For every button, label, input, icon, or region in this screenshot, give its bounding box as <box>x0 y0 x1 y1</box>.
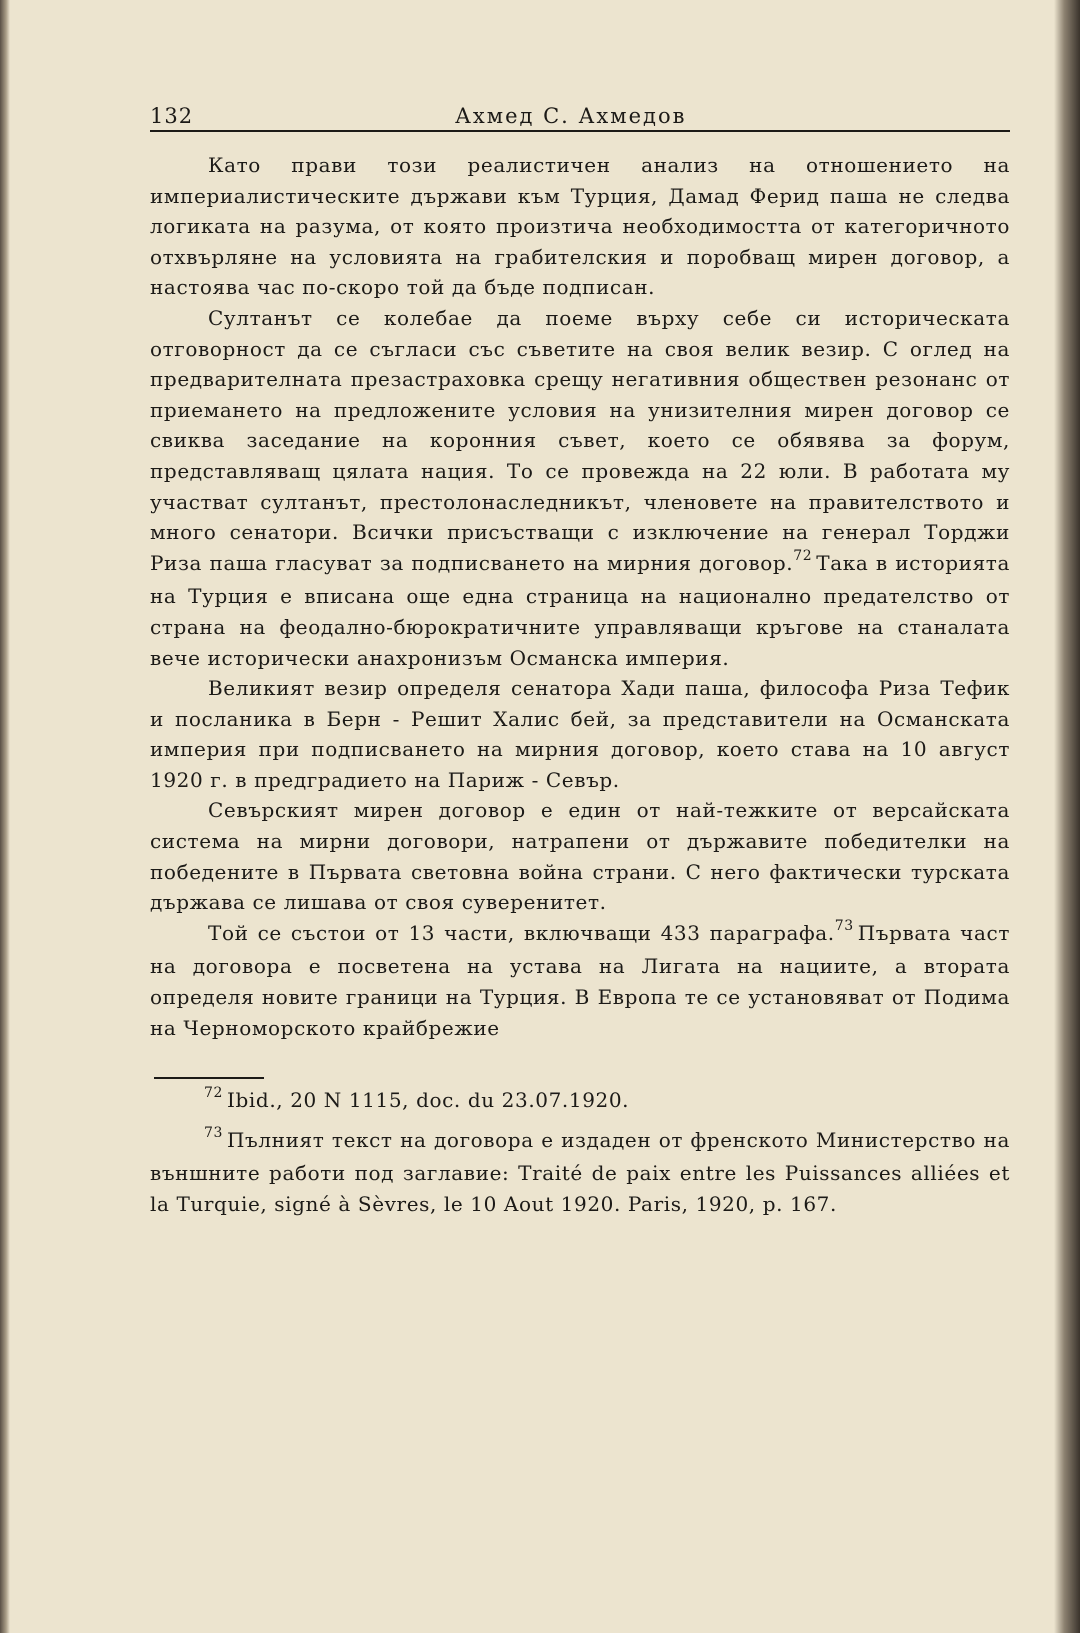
footnote-number: 73 <box>204 1124 224 1141</box>
footnote-ref-73: 73 <box>834 917 854 934</box>
book-page <box>150 100 1010 1225</box>
paragraph-5-tail: Първата част на договора е посветена на устава на Лигата на нациите, а втората определя новите граници на Турция. В Европа те се установяват от Подима на Черноморското крайбрежие <box>150 920 1010 1040</box>
footnote-ref-72: 72 <box>793 547 813 564</box>
running-title-author: Ахмед С. Ахмедов <box>455 104 687 128</box>
footnote-text: Пълният текст на договора е издаден от френското Министерство на външните работи под заглавие: Traité de paix entre les Puissances alliées et la Turquie, signé à Sèvres, le 10 Aout 1920. Paris, 1920, p. 167. <box>150 1127 1010 1216</box>
footnote-text: Ibid., 20 N 1115, doc. du 23.07.1920. <box>227 1088 630 1113</box>
paragraph-3: Великият везир определя сенатора Хади паша, философа Риза Тефик и посланика в Берн - Решит Халис бей, за представители на Османската империя при подписването на мирния договор, което става на 10 август 1920 г. в предградието на Париж - Севър. <box>150 676 1010 792</box>
paragraph-4: Севърският мирен договор е един от най-тежките от версайската система на мирни договори, натрапени от държавите победителки на победените в Първата световна война страни. С него фактически турската държава се лишава от своя суверенитет. <box>150 798 1010 915</box>
footnote-divider <box>154 1077 264 1079</box>
paragraph-5-text: Той се състои от 13 части, включващи 433 параграфа. <box>208 920 835 945</box>
paragraph-1: Като прави този реалистичен анализ на отношението на империалистическите държави към Турция, Дамад Ферид паша не следва логиката на разума, от която произтича необходимостта от категоричното отхвърляне на условията на грабителския и поробващ мирен договор, а настоява час по-скоро той да бъде подписан. <box>150 153 1010 300</box>
footnote-72 <box>150 1085 1010 1119</box>
footnotes <box>150 1085 1010 1219</box>
running-head <box>150 100 1010 132</box>
paragraph-2-tail: Така в историята на Турция е вписана още една страница на национално предателство от страна на феодално-бюрократичните управляващи кръгове на станалата вече исторически анахронизъм Османска империя. <box>150 550 1010 670</box>
page-number: 132 <box>150 104 194 128</box>
page-edge-shadow-right <box>1054 0 1080 1633</box>
paragraph-2-text: Султанът се колебае да поеме върху себе си историческата отговорност да се съгласи със съветите на своя велик везир. С оглед на предварителната презастраховка срещу негативния обществен резонанс от приемането на предложените условия на унизителния мирен договор се свиква заседание на коронния съвет, което се обявява за форум, представляващ цялата нация. То се провежда на 22 юли. В работата му участват султанът, престолонаследникът, членовете на правителството и много сенатори. Всички присъстващи с изключение на генерал Торджи Риза паша гласуват за подписването на мирния договор. <box>150 305 1010 575</box>
paragraph-2 <box>150 303 1010 673</box>
page-edge-shadow-left <box>0 0 10 1633</box>
footnote-number: 72 <box>204 1085 224 1102</box>
paragraph-5 <box>150 918 1010 1043</box>
main-text <box>150 150 1010 1043</box>
footnote-73 <box>150 1125 1010 1220</box>
